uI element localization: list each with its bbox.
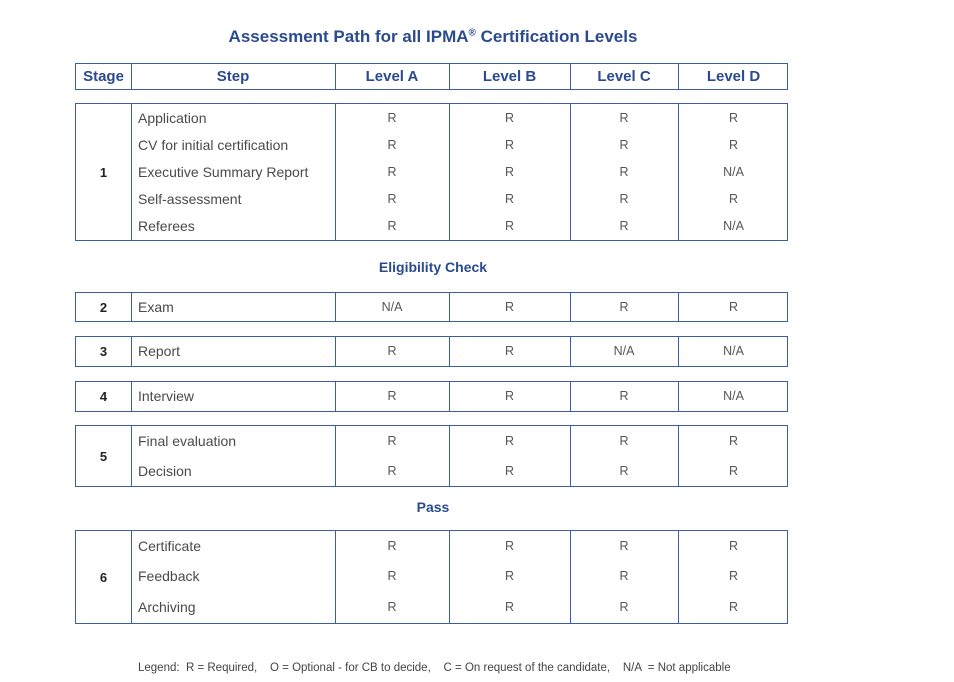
- table-header: [75, 63, 788, 90]
- stage-number: 4: [99, 389, 108, 404]
- value-level-a: R: [387, 539, 397, 553]
- value-level-d: N/A: [723, 389, 744, 403]
- step-label: Final evaluation: [138, 433, 237, 449]
- value-level-a: R: [387, 164, 397, 179]
- value-level-d: R: [728, 569, 739, 583]
- value-level-a: R: [387, 110, 397, 125]
- value-level-c: N/A: [613, 344, 635, 358]
- value-level-c: R: [619, 110, 629, 125]
- stage-number: 3: [99, 344, 108, 359]
- value-level-b: R: [504, 218, 515, 233]
- stage-group-5: [75, 425, 788, 487]
- value-level-d: R: [728, 191, 739, 206]
- step-label: Interview: [138, 388, 195, 404]
- stage-group-4: [75, 381, 788, 412]
- pass-label: Pass: [416, 499, 450, 515]
- stage-number: 6: [99, 569, 108, 585]
- eligibility-check-label: Eligibility Check: [378, 259, 488, 275]
- value-level-b: R: [504, 110, 515, 125]
- value-level-b: R: [504, 569, 515, 583]
- value-level-a: N/A: [381, 299, 403, 314]
- value-level-a: R: [387, 389, 397, 403]
- value-level-d: R: [728, 137, 739, 152]
- value-level-d: R: [728, 299, 739, 314]
- stage-group-1: [75, 103, 788, 241]
- value-level-a: R: [387, 191, 397, 206]
- value-level-d: N/A: [723, 164, 744, 179]
- value-level-a: R: [387, 569, 397, 583]
- value-level-a: R: [387, 599, 397, 614]
- value-level-b: R: [504, 434, 515, 448]
- step-label: Executive Summary Report: [138, 163, 309, 180]
- stage-number: 5: [99, 448, 108, 464]
- value-level-b: R: [504, 191, 515, 206]
- header-stage: Stage: [83, 68, 124, 85]
- value-level-c: R: [619, 569, 629, 583]
- header-step: Step: [216, 68, 250, 85]
- value-level-c: R: [619, 434, 629, 448]
- value-level-c: R: [619, 218, 629, 233]
- value-level-d: N/A: [723, 218, 744, 233]
- value-level-c: R: [619, 463, 629, 478]
- value-level-d: R: [728, 110, 739, 125]
- value-level-d: N/A: [723, 344, 744, 358]
- value-level-b: R: [504, 344, 515, 358]
- value-level-c: R: [619, 299, 629, 314]
- header-level-a: Level A: [365, 68, 419, 85]
- value-level-d: R: [728, 539, 739, 553]
- page-title: Assessment Path for all IPMA® Certification Levels: [228, 27, 638, 46]
- stage-group-3: [75, 336, 788, 367]
- step-label: Feedback: [138, 568, 200, 584]
- step-label: Self-assessment: [138, 190, 242, 207]
- value-level-d: R: [728, 434, 739, 448]
- stage-group-6: [75, 530, 788, 624]
- step-label: Decision: [138, 462, 192, 479]
- step-label: Exam: [138, 298, 174, 315]
- value-level-b: R: [504, 599, 515, 614]
- value-level-c: R: [619, 599, 629, 614]
- header-level-d: Level D: [706, 68, 761, 85]
- value-level-a: R: [387, 434, 397, 448]
- value-level-d: R: [728, 599, 739, 614]
- value-level-c: R: [619, 191, 629, 206]
- value-level-b: R: [504, 299, 515, 314]
- value-level-d: R: [728, 463, 739, 478]
- step-label: Referees: [138, 217, 195, 234]
- value-level-b: R: [504, 389, 515, 403]
- value-level-b: R: [504, 539, 515, 553]
- value-level-a: R: [387, 137, 397, 152]
- step-label: Report: [138, 343, 181, 359]
- step-label: Archiving: [138, 598, 196, 615]
- value-level-b: R: [504, 463, 515, 478]
- step-label: Application: [138, 109, 207, 126]
- stage-number: 1: [99, 164, 108, 180]
- step-label: Certificate: [138, 538, 202, 554]
- value-level-a: R: [387, 463, 397, 478]
- header-level-c: Level C: [597, 68, 651, 85]
- value-level-c: R: [619, 389, 629, 403]
- value-level-c: R: [619, 137, 629, 152]
- stage-group-2: [75, 292, 788, 322]
- value-level-a: R: [387, 344, 397, 358]
- value-level-b: R: [504, 137, 515, 152]
- legend: Legend: R = Required, O = Optional - for CB to decide, C = On request of the candidate, N/A = Not applicable: [138, 662, 731, 674]
- step-label: CV for initial certification: [138, 136, 289, 153]
- header-level-b: Level B: [482, 68, 537, 85]
- value-level-c: R: [619, 539, 629, 553]
- value-level-b: R: [504, 164, 515, 179]
- value-level-a: R: [387, 218, 397, 233]
- stage-number: 2: [99, 299, 108, 315]
- value-level-c: R: [619, 164, 629, 179]
